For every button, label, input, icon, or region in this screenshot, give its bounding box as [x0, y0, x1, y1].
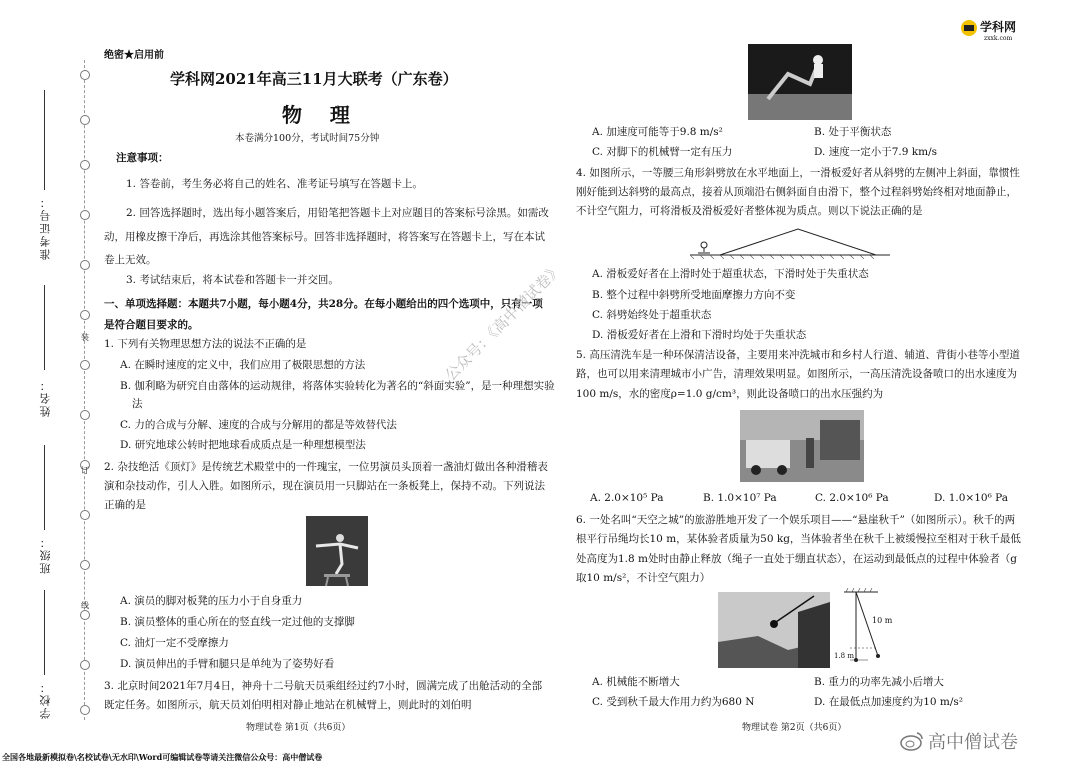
wedge-diagram [690, 225, 890, 259]
q1-option-c: C. 力的合成与分解、速度的合成与分解用的都是等效替代法 [120, 419, 397, 431]
q6-stem: 6. 一处名叫“天空之城”的旅游胜地开发了一个娱乐项目——“悬崖秋千”（如图所示）。秋千的两根平行吊绳均长10 m，某体验者质量为50 kg，当体验者坐在秋千上被缓慢拉至相对于秋千最低处高度为1.8 m处时由静止释放（绳子一直处于绷直状态），在运动到最低点的过程中体验者（g取10 m/s²，不计空气阻力） [576, 514, 1021, 585]
swing-figure-icon [718, 592, 830, 668]
astronaut-photo [748, 44, 852, 120]
q4-option-b: B. 整个过程中斜劈所受地面摩擦力方向不变 [592, 289, 796, 301]
q1-stem: 1. 下列有关物理思想方法的说法不正确的是 [104, 338, 307, 350]
label-school: 学校： [39, 680, 52, 719]
binding-hole [80, 410, 90, 420]
bottom-footer: 全国各地最新模拟卷\名校试卷\无水印\Word可编辑试卷等请关注微信公众号：高中僧试卷 [2, 752, 323, 762]
weibo-text: 高中僧试卷 [928, 732, 1018, 753]
q4-option-d: D. 滑板爱好者在上滑和下滑时均处于失重状态 [592, 329, 807, 341]
label-underline [44, 590, 45, 675]
acrobat-photo [306, 516, 368, 586]
q2-stem: 2. 杂技绝活《顶灯》是传统艺术殿堂中的一件瑰宝，一位男演员头顶着一盏油灯做出各种滑稽表演和杂技动作，引人入胜。如图所示，现在演员用一只脚站在一条板凳上，保持不动。下列说法正确的是 [104, 461, 548, 511]
weibo-watermark [900, 728, 1078, 754]
label-underline [44, 285, 45, 370]
washer-truck-photo [740, 410, 864, 482]
exam-info: 本卷满分100分，考试时间75分钟 [235, 133, 380, 144]
label-underline [44, 90, 45, 190]
binding-hole [80, 560, 90, 570]
q1-option-b: B. 伽利略为研究自由落体的运动规律，将落体实验转化为著名的“斜面实验”，是一种理想实验法 [120, 380, 555, 411]
q5-option-a: A. 2.0×10⁵ Pa [590, 492, 664, 504]
space-arm-figure-icon [748, 44, 852, 120]
label-class: 班级： [39, 535, 52, 574]
q5-option-d: D. 1.0×10⁶ Pa [934, 492, 1008, 504]
q2-option-d: D. 演员伸出的手臂和腿只是单纯为了姿势好看 [120, 658, 335, 670]
q3-option-b: B. 处于平衡状态 [814, 126, 892, 138]
swing-height: 1.8 m [834, 652, 854, 660]
binding-hole [80, 705, 90, 715]
exam-title: 学科网2021年高三11月大联考（广东卷） [170, 70, 458, 88]
q5-stem: 5. 高压清洗车是一种环保清洁设备，主要用来冲洗城市和乡村人行道、辅道、背街小巷等小型道路，也可以用来清理城市小广告，清理效果明显。如图所示，一高压清洗设备喷口的出水速度为100 m/s，水的密度ρ=1.0 g/cm³，则此设备喷口的出水压强约为 [576, 349, 1020, 400]
binding-hole [80, 510, 90, 520]
logo-emblem-icon [958, 18, 980, 38]
right-page-footer: 物理试卷 第2页（共6页） [742, 723, 847, 733]
acrobat-figure-icon [306, 516, 368, 586]
weibo-icon [900, 730, 924, 752]
q2-option-c: C. 油灯一定不受摩擦力 [120, 637, 229, 649]
binding-mark: 线 [81, 601, 89, 610]
binding-hole [80, 70, 90, 80]
cliff-swing-photo [718, 592, 830, 668]
binding-strip [0, 60, 100, 720]
truck-figure-icon [740, 410, 864, 482]
logo-url: zxxk.com [984, 35, 1013, 42]
label-name: 姓名： [39, 378, 52, 417]
q6-option-d: D. 在最低点加速度约为10 m/s² [814, 696, 964, 708]
binding-hole [80, 160, 90, 170]
q4-option-c: C. 斜劈始终处于超重状态 [592, 309, 712, 321]
logo-text: 学科网 [980, 20, 1017, 34]
q2-option-a: A. 演员的脚对板凳的压力小于自身重力 [120, 595, 303, 607]
notice-item: 2. 回答选择题时，选出每小题答案后，用铅笔把答题卡上对应题目的答案标号涂黑。如需改动，用橡皮擦干净后，再选涂其他答案标号。回答非选择题时，将答案写在答题卡上，写在本试卷上无效。 [104, 207, 549, 267]
binding-hole [80, 310, 90, 320]
q3-option-c: C. 对脚下的机械臂一定有压力 [592, 146, 733, 158]
binding-mark: 订 [81, 466, 89, 475]
notice-item: 1. 答卷前，考生务必将自己的姓名、准考证号填写在答题卡上。 [126, 178, 423, 190]
binding-hole [80, 610, 90, 620]
q6-option-b: B. 重力的功率先减小后增大 [814, 676, 944, 688]
binding-hole [80, 115, 90, 125]
binding-hole [80, 360, 90, 370]
q1-option-a: A. 在瞬时速度的定义中，我们应用了极限思想的方法 [120, 359, 366, 371]
binding-mark: 装 [81, 333, 89, 342]
q3-option-d: D. 速度一定小于7.9 km/s [814, 146, 938, 158]
q6-option-c: C. 受到秋千最大作用力约为680 N [592, 696, 755, 708]
q3-stem: 3. 北京时间2021年7月4日，神舟十二号航天员乘组经过约7小时，圆满完成了出舱活动的全部既定任务。如图所示，航天员刘伯明相对静止地站在机械臂上，则此时的刘伯明 [104, 680, 543, 712]
q5-option-b: B. 1.0×10⁷ Pa [703, 492, 777, 504]
q5-option-c: C. 2.0×10⁶ Pa [815, 492, 889, 504]
binding-hole [80, 210, 90, 220]
q2-option-b: B. 演员整体的重心所在的竖直线一定过他的支撑脚 [120, 616, 355, 628]
section-title: 一、单项选择题：本题共7小题，每小题4分，共28分。在每小题给出的四个选项中，只有一项是符合题目要求的。 [104, 298, 543, 331]
q1-option-d: D. 研究地球公转时把地球看成质点是一种理想模型法 [120, 439, 366, 451]
label-exam-number: 准考证号： [39, 195, 52, 260]
xkw-logo [958, 16, 1018, 42]
q3-option-a: A. 加速度可能等于9.8 m/s² [592, 126, 723, 138]
binding-hole [80, 660, 90, 670]
label-underline [44, 445, 45, 530]
swing-rope-length: 10 m [872, 616, 893, 625]
left-page-footer: 物理试卷 第1页（共6页） [246, 723, 351, 733]
notice-item: 3. 考试结束后，将本试卷和答题卡一并交回。 [126, 274, 339, 286]
diagonal-watermark: 公众号：《高中僧试卷》 [441, 260, 566, 385]
binding-dash-line [84, 60, 85, 720]
q6-option-a: A. 机械能不断增大 [592, 676, 680, 688]
secret-mark: 绝密★启用前 [104, 50, 164, 61]
notice-title: 注意事项： [116, 152, 169, 164]
q4-option-a: A. 滑板爱好者在上滑时处于超重状态，下滑时处于失重状态 [592, 268, 869, 280]
subject-title: 物 理 [282, 103, 350, 127]
q4-stem: 4. 如图所示，一等腰三角形斜劈放在水平地面上，一滑板爱好者从斜劈的左侧冲上斜面，靠惯性刚好能到达斜劈的最高点，接着从顶端沿右侧斜面自由滑下，整个过程斜劈始终相对地面静止，不计空气阻力，可将滑板及滑板爱好者整体视为质点。则以下说法正确的是 [576, 167, 1020, 217]
binding-hole [80, 260, 90, 270]
